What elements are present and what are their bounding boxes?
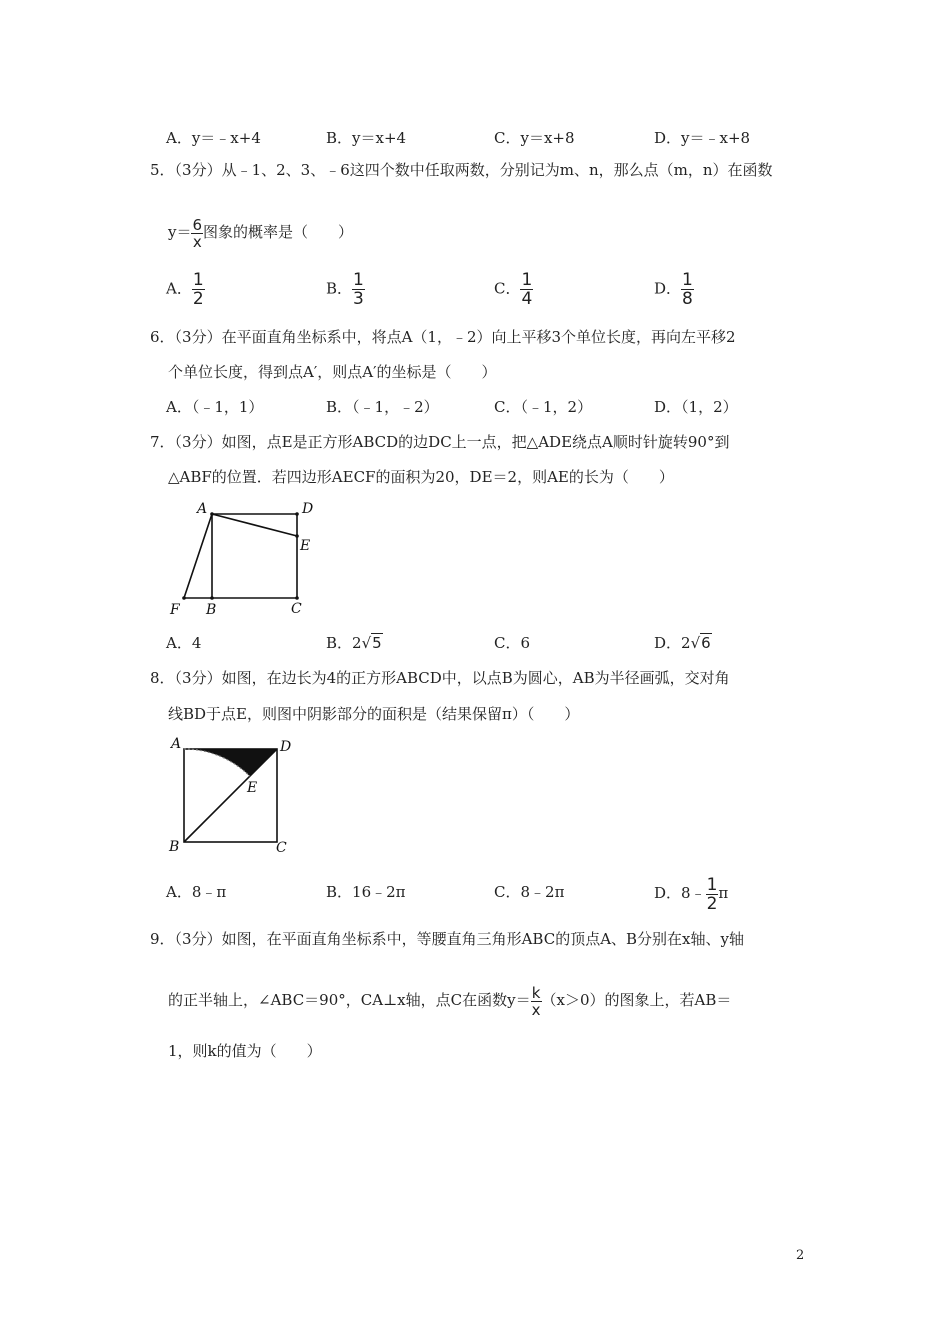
q7-label-a: A (197, 501, 208, 517)
q8-option-c: C．8﹣2π (494, 883, 565, 901)
q8-label-b: B (169, 839, 180, 855)
q5-option-c-numerator: 1 (521, 270, 533, 290)
q9-stem-line3: 1，则k的值为（ ） (168, 1042, 322, 1060)
q8-option-d-denominator: 2 (706, 893, 718, 914)
q9-stem-line2-prefix: 的正半轴上，∠ABC＝90°，CA⊥x轴，点C在函数y＝ (168, 991, 531, 1009)
q7-label-d: D (302, 501, 314, 517)
q9-fraction-numerator: k (531, 983, 541, 1002)
q5-option-a-denominator: 2 (192, 289, 204, 309)
q7-option-b (326, 633, 383, 653)
q8-label-e: E (247, 780, 258, 796)
q6-stem-line2: 个单位长度，得到点A′，则点A′的坐标是（ ） (168, 363, 497, 381)
q8-option-b: B．16﹣2π (326, 883, 406, 901)
q7-label-e: E (300, 538, 311, 554)
q8-option-d-prefix: D．8﹣ (654, 884, 706, 902)
q5-fraction-numerator: 6 (192, 215, 203, 234)
q4-option-d: D．y＝﹣x+8 (654, 129, 751, 147)
q7-label-c: C (291, 601, 302, 617)
q7-label-f: F (170, 602, 180, 618)
q5-stem-suffix: 图象的概率是（ ） (203, 223, 354, 241)
q8-stem-line2: 线BD于点E，则图中阴影部分的面积是（结果保留π）（ ） (168, 705, 580, 723)
q5-option-d (654, 271, 694, 308)
q6-option-c: C．（﹣1，2） (494, 398, 593, 416)
q6-option-b: B．（﹣1，﹣2） (326, 398, 439, 416)
q9-stem-line2-suffix: （x＞0）的图象上，若AB＝ (541, 991, 732, 1009)
q5-option-d-fraction (681, 271, 694, 308)
q5-option-a-label: A． (166, 279, 192, 298)
q5-option-d-denominator: 8 (682, 289, 693, 309)
q6-option-d: D．（1，2） (654, 398, 738, 416)
q5-option-c-label: C． (494, 279, 521, 298)
q7-option-c: C．6 (494, 634, 531, 652)
q5-option-d-label: D． (654, 279, 682, 298)
q5-option-a (166, 271, 205, 308)
q8-option-a: A．8﹣π (166, 883, 227, 901)
q7-stem-line1: 7．（3分）如图，点E是正方形ABCD的边DC上一点，把△ADE绕点A顺时针旋转90°到 (150, 433, 730, 451)
q5-fraction-denominator: x (192, 232, 202, 251)
q5-option-c-denominator: 4 (521, 289, 533, 309)
q5-function-prefix: y＝ (168, 223, 192, 241)
q9-function-fraction (531, 985, 542, 1018)
q7-option-d-coefficient: D．2 (654, 634, 691, 652)
q7-option-d-radicand: 6 (701, 634, 711, 652)
page-number: 2 (796, 1248, 805, 1263)
q5-option-a-numerator: 1 (192, 270, 204, 290)
q8-option-d-fraction (706, 876, 719, 913)
q7-segment-af (184, 514, 212, 598)
q7-segment-ae (212, 514, 297, 536)
q8-label-a: A (171, 736, 182, 752)
q8-label-d: D (280, 739, 292, 755)
q7-option-d-sqrt: √6 (690, 634, 711, 652)
q4-option-a: A．y＝﹣x+4 (166, 129, 261, 147)
q5-stem-line2 (168, 212, 353, 252)
q5-option-a-fraction (192, 271, 205, 308)
q5-option-b-denominator: 3 (353, 289, 364, 309)
q7-option-b-sqrt: √5 (361, 634, 382, 652)
q5-option-b-numerator: 1 (353, 270, 364, 290)
q8-option-d (654, 873, 728, 913)
q9-stem-line1: 9．（3分）如图，在平面直角坐标系中，等腰直角三角形ABC的顶点A、B分别在x轴、y轴 (150, 930, 744, 948)
q5-option-b (326, 271, 365, 308)
q7-square-figure (160, 496, 330, 621)
q8-option-d-numerator: 1 (706, 874, 718, 895)
q7-option-b-coefficient: B．2 (326, 634, 362, 652)
q4-option-c: C．y＝x+8 (494, 129, 575, 147)
q6-stem-line1: 6．（3分）在平面直角坐标系中，将点A（1，﹣2）向上平移3个单位长度，再向左平移2 (150, 328, 736, 346)
q7-option-b-radicand: 5 (372, 634, 382, 652)
q5-option-b-fraction (352, 271, 365, 308)
q5-option-b-label: B． (326, 279, 353, 298)
q9-stem-line2 (168, 980, 731, 1020)
q7-label-b: B (206, 602, 217, 618)
q6-option-a: A．（﹣1，1） (166, 398, 264, 416)
q4-option-b: B．y＝x+4 (326, 129, 407, 147)
q8-label-c: C (276, 840, 287, 856)
q7-option-d (654, 633, 712, 653)
q9-fraction-denominator: x (531, 1000, 541, 1019)
q5-option-c-fraction (520, 271, 533, 308)
q5-option-d-numerator: 1 (682, 270, 693, 290)
q8-diagonal-bd (184, 749, 277, 842)
q7-stem-line2: △ABF的位置．若四边形AECF的面积为20，DE＝2，则AE的长为（ ） (168, 468, 674, 486)
q8-square-figure (160, 734, 300, 859)
q5-option-c (494, 271, 533, 308)
q7-option-a: A．4 (166, 634, 202, 652)
q8-option-d-suffix: π (718, 884, 729, 902)
q8-stem-line1: 8．（3分）如图，在边长为4的正方形ABCD中，以点B为圆心，AB为半径画弧，交对角 (150, 669, 730, 687)
q5-stem-line1: 5．（3分）从﹣1、2、3、﹣6这四个数中任取两数，分别记为m、n，那么点（m，n）在函数 (150, 161, 773, 179)
q5-function-fraction (191, 217, 203, 250)
